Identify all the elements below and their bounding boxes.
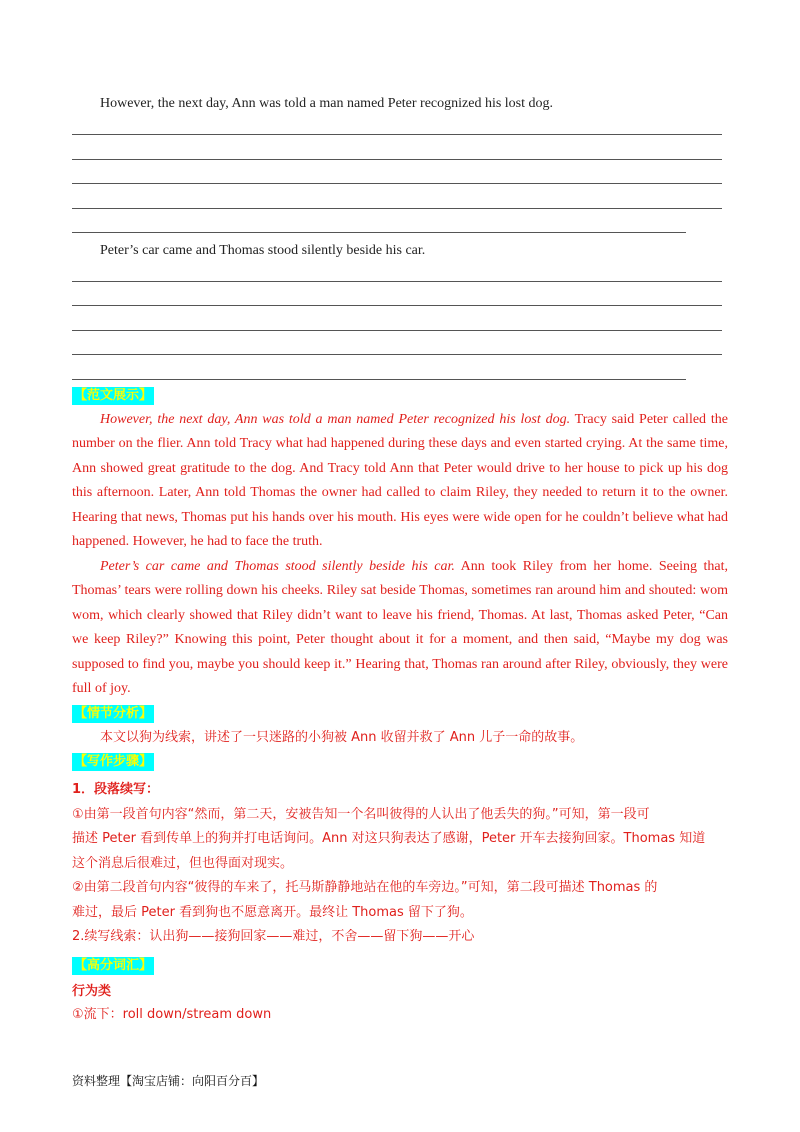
- step-2-clue: 2.续写线索：认出狗——接狗回家——难过，不舍——留下狗——开心: [72, 929, 475, 944]
- section-tag-plot: 【情节分析】: [74, 706, 153, 721]
- writing-line: [72, 281, 722, 282]
- plot-analysis-text: 本文以狗为线索，讲述了一只迷路的小狗被 Ann 收留并救了 Ann 儿子一命的故事。: [100, 730, 584, 745]
- model-paragraph-2-body: Ann took Riley from her home. Seeing that, Thomas’ tears were rolling down his cheeks. Riley sat beside Thomas, sometimes ran around him and shouted: wom wom, which clearly showed that Riley didn’t want to leave his friend, Thomas. At last, Thomas asked Peter, “Can we keep Riley?” Knowing this point, Peter thought about it for a moment, and then said, “Maybe my dog was supposed to find you, maybe you should keep it.” Hearing that, Thomas ran around after Riley, obviously, they were full of joy.: [72, 559, 728, 697]
- vocab-item-1: ①流下：roll down/stream down: [72, 1007, 272, 1022]
- writing-line: [72, 354, 722, 355]
- writing-line: [72, 330, 722, 331]
- step-1-a-line-2: 描述 Peter 看到传单上的狗并打电话询问。Ann 对这只狗表达了感谢，Peter 开车去接狗回家。Thomas 知道: [72, 831, 706, 846]
- step-1-a-line-3: 这个消息后很难过，但也得面对现实。: [72, 856, 294, 871]
- section-tag-model: 【范文展示】: [74, 388, 153, 403]
- writing-line: [72, 183, 722, 184]
- step-1-b-line-1: ②由第二段首句内容“彼得的车来了，托马斯静静地站在他的车旁边。”可知，第二段可描述 Thomas 的: [72, 880, 658, 895]
- vocab-category: 行为类: [72, 984, 112, 999]
- step-1-title: 1．段落续写：: [72, 782, 160, 797]
- section-tag-vocab: 【高分词汇】: [74, 958, 153, 973]
- prompt-sentence-1: However, the next day, Ann was told a man named Peter recognized his lost dog.: [100, 96, 554, 111]
- model-paragraph-2: [72, 555, 728, 701]
- model-paragraph-1-body: Tracy said Peter called the number on the flier. Ann told Tracy what had happened during these days and even started crying. At the same time, Ann showed great gratitude to the dog. And Tracy told Ann that Peter would drive to her house to pick up his dog this afternoon. Later, Ann told Thomas the owner had called to claim Riley, they needed to return it to the owner. Hearing that news, Thomas put his hands over his mouth. His eyes were wide open for he couldn’t believe what had happened. However, he had to face the truth.: [72, 412, 728, 550]
- writing-line: [72, 379, 686, 380]
- step-1-b-line-2: 难过，最后 Peter 看到狗也不愿意离开。最终让 Thomas 留下了狗。: [72, 905, 473, 920]
- section-tag-steps: 【写作步骤】: [74, 754, 153, 769]
- step-1-a-line-1: ①由第一段首句内容“然而，第二天，安被告知一个名叫彼得的人认出了他丢失的狗。”可知，第一段可: [72, 807, 650, 822]
- writing-line: [72, 305, 722, 306]
- writing-line: [72, 159, 722, 160]
- prompt-sentence-2: Peter’s car came and Thomas stood silently beside his car.: [100, 243, 426, 258]
- writing-line: [72, 208, 722, 209]
- writing-line: [72, 134, 722, 135]
- writing-line: [72, 232, 686, 233]
- model-paragraph-2-lead: Peter’s car came and Thomas stood silently beside his car.: [100, 559, 455, 574]
- page-footer: 资料整理【淘宝店铺：向阳百分百】: [72, 1074, 265, 1088]
- model-paragraph-1: [72, 408, 728, 554]
- model-paragraph-1-lead: However, the next day, Ann was told a man named Peter recognized his lost dog.: [100, 412, 571, 427]
